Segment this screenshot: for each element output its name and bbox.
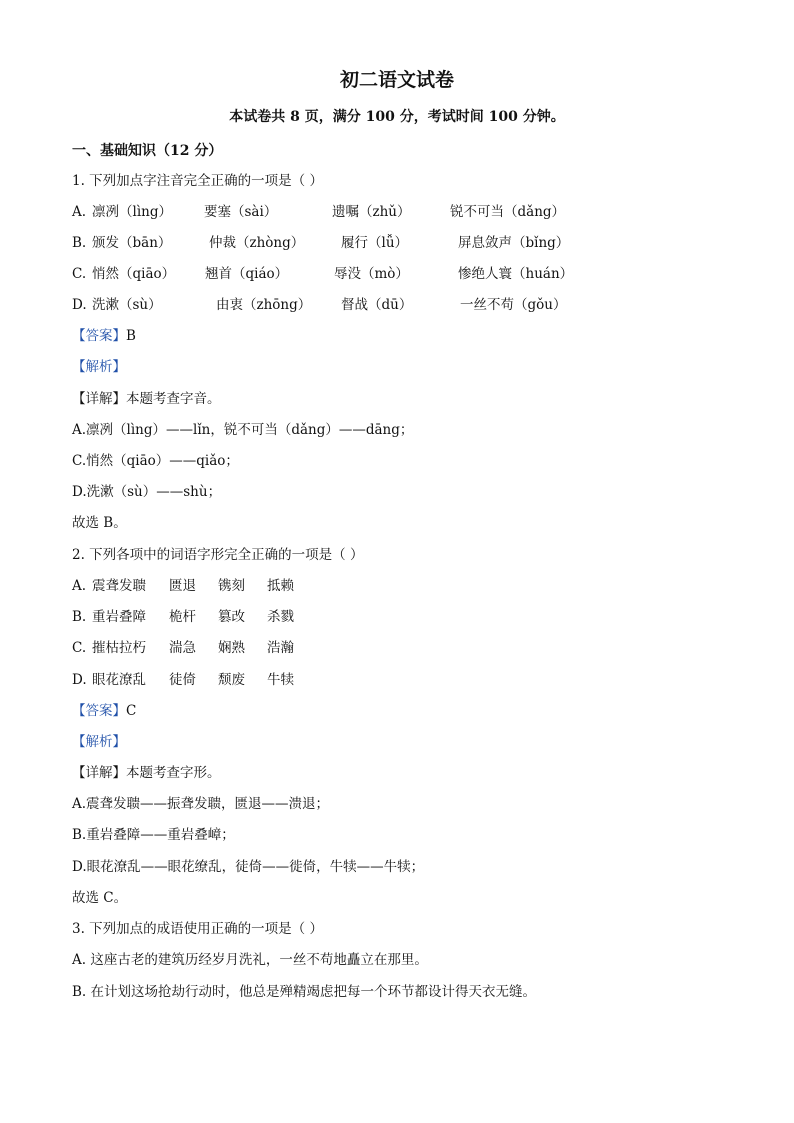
option-item: 一丝不苟（gǒu） bbox=[460, 297, 567, 313]
answer-tag: 【答案】 bbox=[72, 703, 126, 719]
option-item: 浩瀚 bbox=[267, 640, 294, 656]
question-2-answer bbox=[72, 700, 136, 722]
option-item: 湍急 bbox=[169, 640, 196, 656]
question-2-stem: 2. 下列各项中的词语字形完全正确的一项是（ ） bbox=[72, 547, 364, 563]
detail-tag: 【详解】 bbox=[72, 765, 126, 781]
answer-tag: 【答案】 bbox=[72, 328, 126, 344]
option-item: 由衷（zhōng） bbox=[216, 297, 312, 313]
option-item: 眼花潦乱 bbox=[92, 672, 146, 688]
option-item: 重岩叠障 bbox=[92, 609, 146, 625]
detail-tag: 【详解】 bbox=[72, 391, 126, 407]
section-heading: 一、基础知识（12 分） bbox=[72, 143, 223, 159]
option-item: 辱没（mò） bbox=[334, 266, 409, 282]
question-1-conclusion: 故选 B。 bbox=[72, 515, 127, 531]
option-label: C. bbox=[72, 640, 87, 656]
question-1-detail bbox=[72, 388, 221, 410]
question-1-answer bbox=[72, 325, 136, 347]
option-item: 凛冽（lìng） bbox=[92, 204, 172, 220]
option-item: 督战（dū） bbox=[341, 297, 413, 313]
option-label: D. bbox=[72, 672, 87, 688]
option-item: 仲裁（zhòng） bbox=[209, 235, 305, 251]
question-2-explanation-line: D.眼花潦乱——眼花缭乱，徒倚——徙倚，牛犊——牛犊； bbox=[72, 859, 425, 875]
option-item: 震聋发聩 bbox=[92, 578, 146, 594]
option-item: 娴熟 bbox=[218, 640, 245, 656]
question-2-explanation-line: B.重岩叠障——重岩叠嶂； bbox=[72, 827, 235, 843]
question-3-option-b: B. 在计划这场抢劫行动时，他总是殚精竭虑把每一个环节都设计得天衣无缝。 bbox=[72, 984, 537, 1000]
option-item: 履行（lǚ） bbox=[341, 235, 409, 251]
question-1-explanation-line: D.洗漱（sù）——shù； bbox=[72, 484, 222, 500]
option-item: 惨绝人寰（huán） bbox=[458, 266, 574, 282]
option-item: 镌刻 bbox=[218, 578, 245, 594]
option-item: 遗嘱（zhǔ） bbox=[332, 204, 411, 220]
answer-value: C bbox=[126, 703, 137, 719]
option-item: 锐不可当（dǎng） bbox=[450, 204, 566, 220]
page-title: 初二语文试卷 bbox=[339, 69, 454, 91]
option-label: B. bbox=[72, 235, 87, 251]
detail-text: 本题考查字形。 bbox=[126, 765, 221, 781]
option-item: 要塞（sài） bbox=[204, 204, 278, 220]
option-item: 屏息敛声（bǐng） bbox=[458, 235, 570, 251]
option-item: 徒倚 bbox=[169, 672, 196, 688]
detail-text: 本题考查字音。 bbox=[126, 391, 221, 407]
question-1-stem: 1. 下列加点字注音完全正确的一项是（ ） bbox=[72, 173, 323, 189]
option-item: 悄然（qiāo） bbox=[92, 266, 176, 282]
option-label: D. bbox=[72, 297, 87, 313]
option-item: 杀戮 bbox=[267, 609, 294, 625]
question-2-conclusion: 故选 C。 bbox=[72, 890, 128, 906]
option-item: 匮退 bbox=[169, 578, 196, 594]
question-2-explanation-line: A.震聋发聩——振聋发聩，匮退——溃退； bbox=[72, 796, 330, 812]
option-label: B. bbox=[72, 609, 87, 625]
question-3-option-a: A. 这座古老的建筑历经岁月洗礼，一丝不苟地矗立在那里。 bbox=[72, 952, 428, 968]
option-item: 洗漱（sù） bbox=[92, 297, 162, 313]
question-3-stem: 3. 下列加点的成语使用正确的一项是（ ） bbox=[72, 921, 323, 937]
exam-instructions: 本试卷共 8 页，满分 100 分，考试时间 100 分钟。 bbox=[229, 109, 565, 125]
option-item: 颓废 bbox=[218, 672, 245, 688]
option-label: A. bbox=[72, 578, 87, 594]
option-item: 桅杆 bbox=[169, 609, 196, 625]
option-label: C. bbox=[72, 266, 87, 282]
option-item: 翘首（qiáo） bbox=[205, 266, 289, 282]
option-item: 抵赖 bbox=[267, 578, 294, 594]
option-item: 牛犊 bbox=[267, 672, 294, 688]
answer-value: B bbox=[126, 328, 136, 344]
question-1-explanation-line: C.悄然（qiāo）——qiǎo； bbox=[72, 453, 239, 469]
question-1-explanation-line: A.凛冽（lìng）——lǐn，锐不可当（dǎng）——dāng； bbox=[72, 422, 414, 438]
option-item: 篡改 bbox=[218, 609, 245, 625]
question-2-detail bbox=[72, 762, 221, 784]
question-2-analysis-tag: 【解析】 bbox=[72, 734, 126, 750]
option-label: A. bbox=[72, 204, 87, 220]
option-item: 摧枯拉朽 bbox=[92, 640, 146, 656]
question-1-analysis-tag: 【解析】 bbox=[72, 359, 126, 375]
option-item: 颁发（bān） bbox=[92, 235, 172, 251]
